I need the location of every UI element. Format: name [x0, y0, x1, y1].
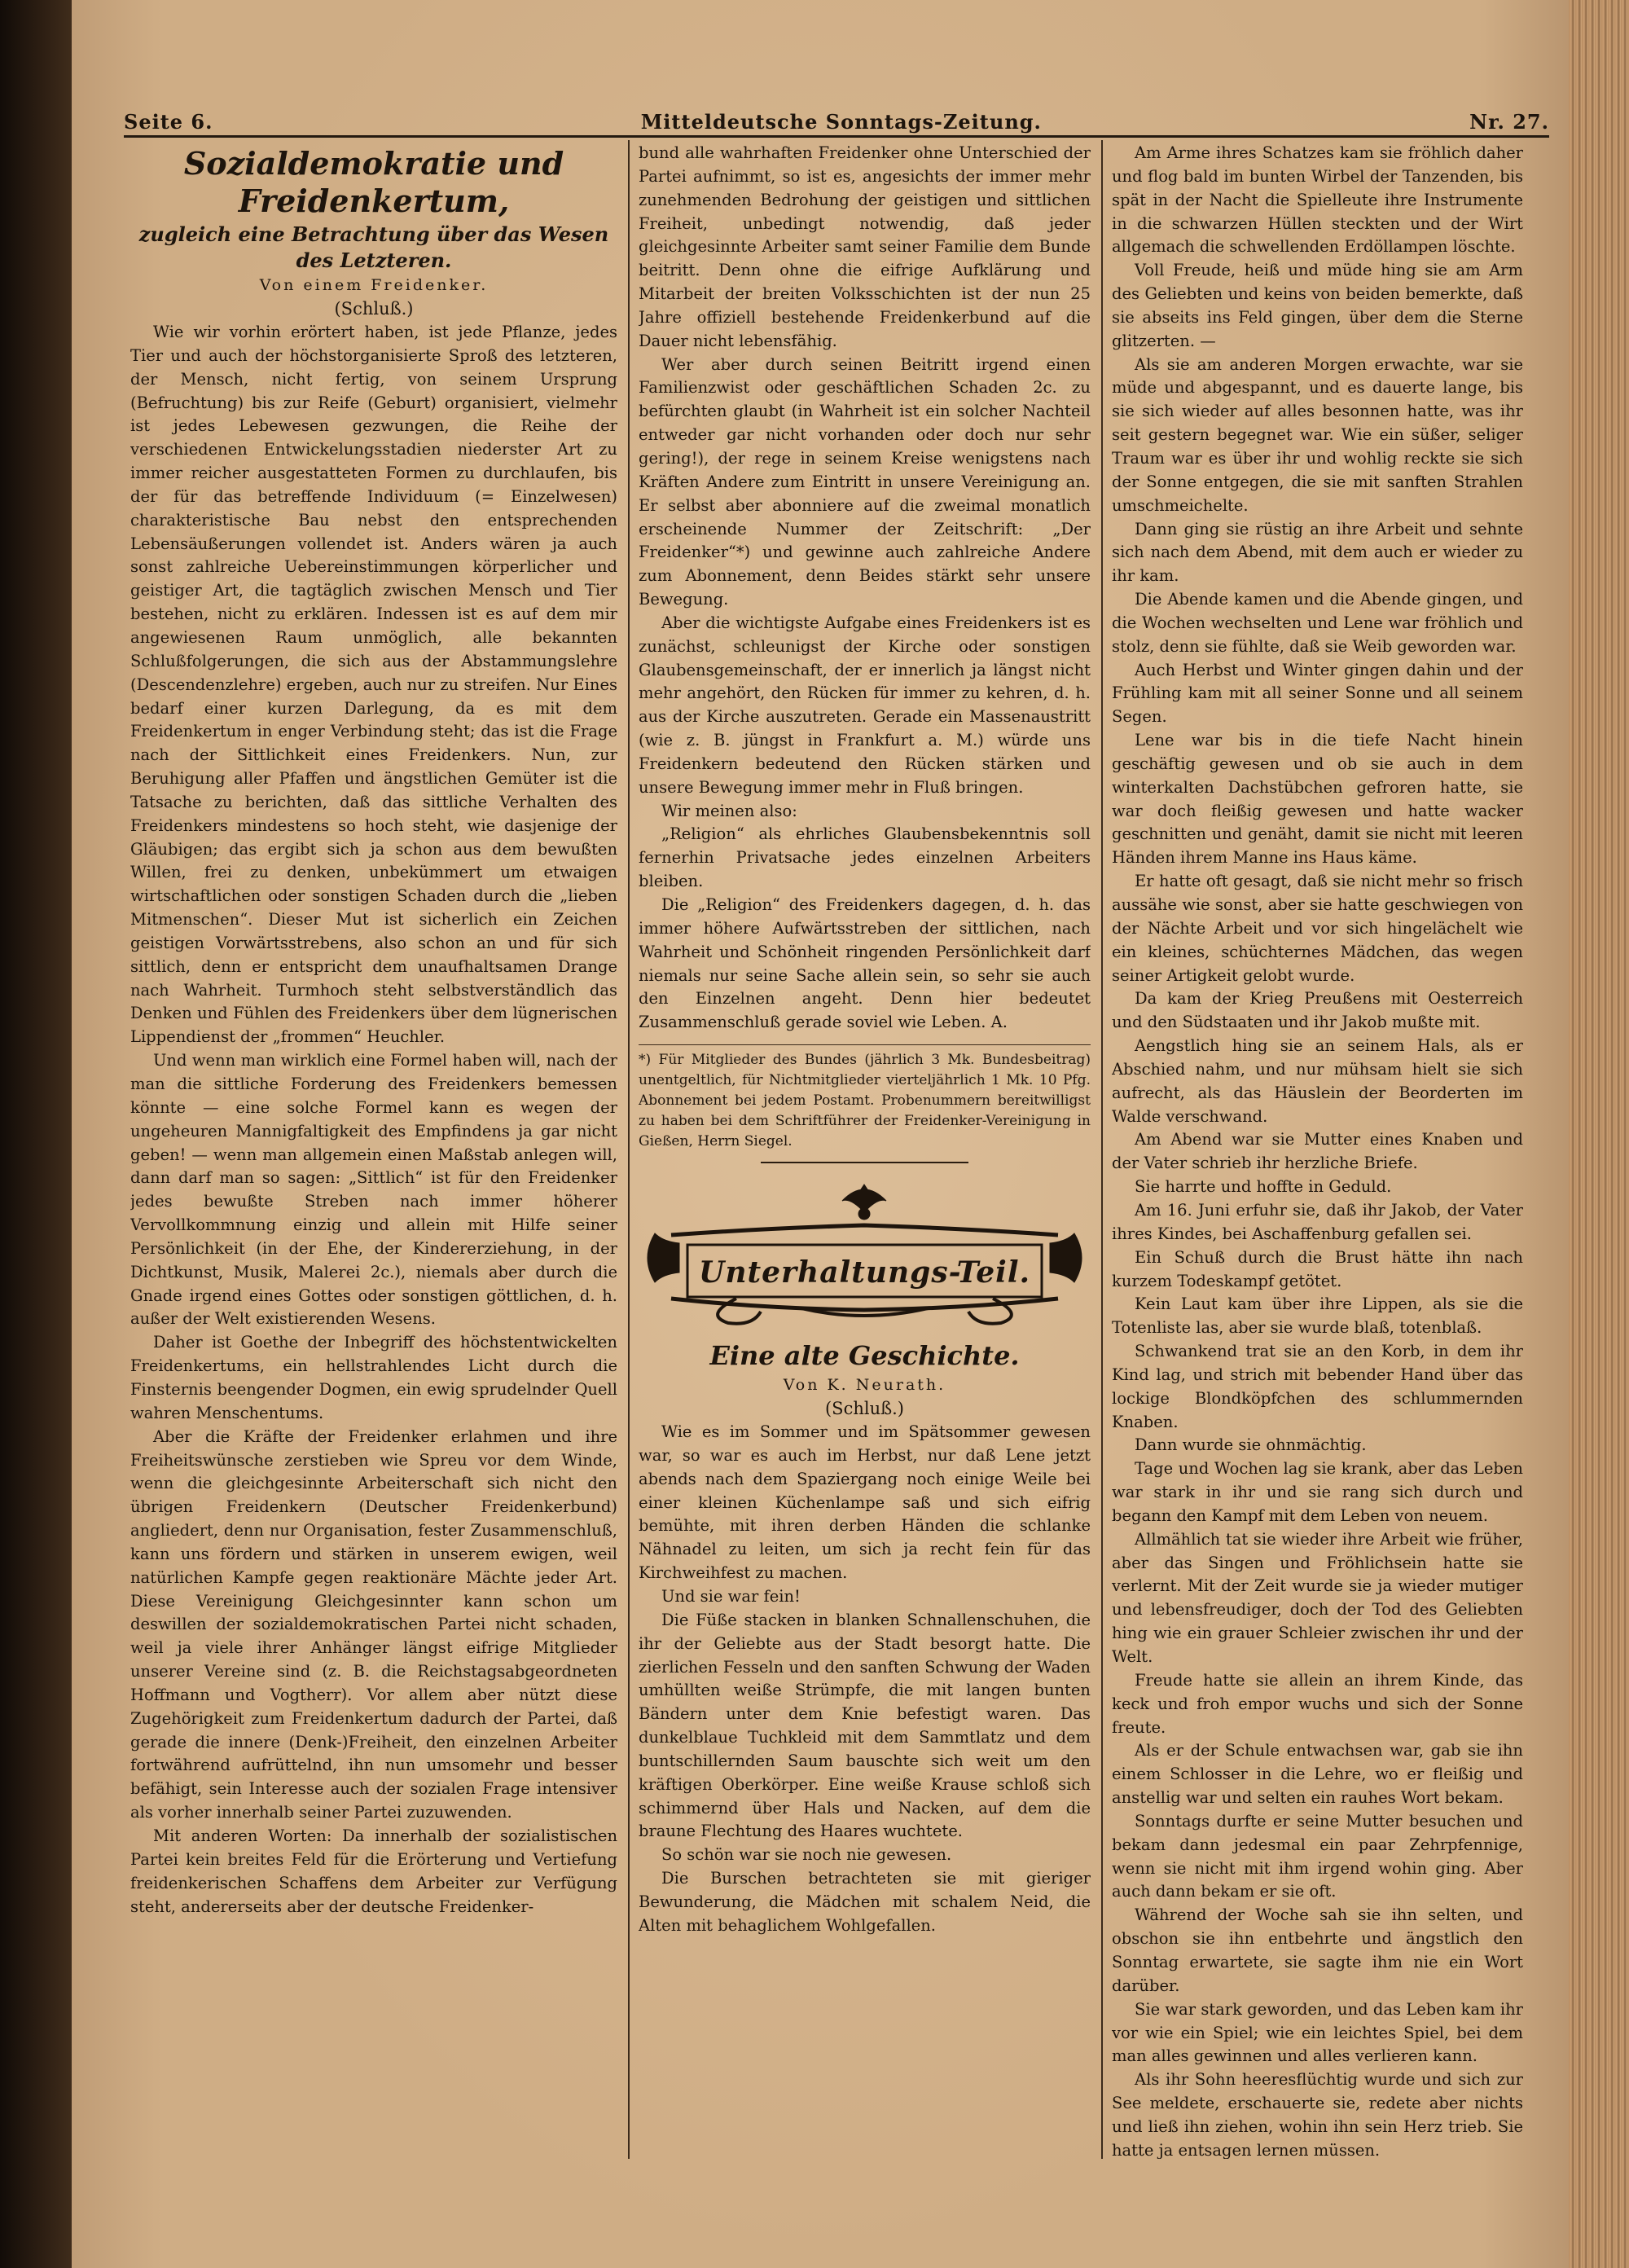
article-paragraph: Wir meinen also:: [661, 801, 797, 820]
section-divider: [761, 1162, 968, 1163]
story-paragraph: Die Abende kamen und die Abende gingen, und die Wochen wechselten und Lene war fröhlich und stolz, denn sie fühlte, daß sie Weib geworden war.: [1112, 590, 1523, 656]
story-paragraph: Am Abend war sie Mutter eines Knaben und der Vater schrieb ihr herzliche Briefe.: [1112, 1130, 1523, 1173]
article-paragraph: Aber die wichtigste Aufgabe eines Freidenkers ist es zunächst, schleunigst der Kirche oder sonstigen Glaubensgemeinschaft, der er innerlich ja längst nicht mehr angehört, den Rücken für immer zu kehren, d. h. aus der Kirche auszutreten. Gerade ein Massenaustritt (wie z. B. jüngst in Frankfurt a. M.) würde uns Freidenkern bedeutend den Rücken stärken und unsere Bewegung immer mehr in Fluß bringen.: [639, 613, 1091, 797]
book-page-stack: [1569, 0, 1629, 2268]
story-paragraph: Wie es im Sommer und im Spätsommer gewesen war, so war es auch im Herbst, nur daß Lene jetzt abends nach dem Spaziergang noch einige Weile bei einer kleinen Küchenlampe saß und sich eifrig bemühte, mit ihren derben Händen die schlanke Nähnadel zu leiten, um sich ja recht fein für das Kirchweihfest zu machen.: [639, 1422, 1091, 1583]
running-header: [124, 108, 1549, 135]
article-paragraph: Und wenn man wirklich eine Formel haben will, nach der man die sittliche Forderung des Freidenkers bemessen könnte — eine solche Formel kann es wegen der ungeheuren Mannigfaltigkeit des Empfindens ja gar nicht geben! — wenn man allgemein einen Maßstab anlegen will, dann darf man so sagen: „Sittlich“ ist für den Freidenker jedes bewußte Streben nach immer höherer Vervollkommnung einzig und allein mit Hilfe seiner Persönlichkeit (in der Ehe, der Kindererziehung, in der Dichtkunst, Musik, Malerei 2c.), niemals aber durch die Gnade irgend eines Gottes oder sonstigen göttlichen, d. h. außer der Welt existierenden Wesens.: [130, 1051, 617, 1329]
story-paragraph: Während der Woche sah sie ihn selten, und obschon sie ihn entbehrte und ängstlich den Sonntag erwartete, sie sagte ihm nie ein Wort darüber.: [1112, 1905, 1523, 1995]
story-paragraph: Die Füße stacken in blanken Schnallenschuhen, die ihr der Geliebte aus der Stadt besorgt hatte. Die zierlichen Fesseln und den sanften Schwung der Waden umhüllten weiße Strümpfe, die mit langen bunten Bändern unter dem Knie befestigt waren. Das dunkelblaue Tuchkleid mit dem Sammtlatz und dem buntschillernden Saum bauschte sich weit um den kräftigen Oberkörper. Eine weiße Krause schloß sich schimmernd über Hals und Nacken, auf dem die braune Flechtung des Haares wuchtete.: [639, 1610, 1091, 1841]
article-subtitle: zugleich eine Betrachtung über das Wesen des Letzteren.: [138, 222, 609, 272]
section-banner-label: Unterhaltungs-Teil.: [698, 1255, 1031, 1290]
story-paragraph: Dann ging sie rüstig an ihre Arbeit und sehnte sich nach dem Abend, mit dem auch er wieder zu ihr kam.: [1112, 519, 1523, 586]
article-paragraph: „Religion“ als ehrliches Glaubensbekenntnis soll fernerhin Privatsache jedes einzelnen Arbeiters bleiben.: [639, 824, 1091, 891]
column-2: [639, 142, 1091, 2159]
article-paragraph: bund alle wahrhaften Freidenker ohne Unterschied der Partei aufnimmt, so ist es, angesichts der immer mehr zunehmenden Bedrohung der geistigen und sittlichen Freiheit, unbedingt notwendig, daß jeder gleichgesinnte Arbeiter samt seiner Familie dem Bunde beitritt. Denn ohne die eifrige Aufklärung und Mitarbeit der breiten Volksschichten ist der nun 25 Jahre offiziell bestehende Freidenkerbund auf die Dauer nicht lebensfähig.: [639, 143, 1091, 350]
story-paragraph: Die Burschen betrachteten sie mit gieriger Bewunderung, die Mädchen mit schalem Neid, die Alten mit behaglichem Wohlgefallen.: [639, 1869, 1091, 1935]
story-paragraph: Kein Laut kam über ihre Lippen, als sie die Totenliste las, aber sie wurde blaß, totenblaß.: [1112, 1294, 1523, 1338]
section-banner: [639, 1176, 1091, 1331]
article-paragraph: Wer aber durch seinen Beitritt irgend einen Familienzwist oder geschäftlichen Schaden 2c. zu befürchten glaubt (in Wahrheit ist ein solcher Nachteil entweder gar nicht vorhanden oder doch nur sehr gering!), der rege in seinem Kreise wenigstens nach Kräften Andere zum Eintritt in unsere Vereinigung an. Er selbst aber abonniere auf die zweimal monatlich erscheinende Nummer der Zeitschrift: „Der Freidenker“*) und gewinne auch zahlreiche Andere zum Abonnement, denn Beides stärkt sehr unsere Bewegung.: [639, 354, 1091, 609]
header-rule: [124, 135, 1549, 138]
story-paragraph: Da kam der Krieg Preußens mit Oesterreich und den Südstaaten und ihr Jakob mußte mit.: [1112, 989, 1523, 1032]
story-paragraph: Und sie war fein!: [661, 1586, 801, 1606]
story-paragraph: Als ihr Sohn heeresflüchtig wurde und sich zur See meldete, erschauerte sie, redete aber nichts und ließ ihn ziehen, wohin ihn sein Herz trieb. Sie hatte ja entsagen lernen müssen.: [1112, 2070, 1523, 2159]
story-paragraph: Als er der Schule entwachsen war, gab sie ihn einem Schlosser in die Lehre, wo er fleißig und anstellig war und selten ein rauhes Wort bekam.: [1112, 1741, 1523, 1808]
story-paragraph: Sonntags durfte er seine Mutter besuchen und bekam dann jedesmal ein paar Zehrpfennige, wenn sie nicht mit ihm irgend wohin ging. Aber auch dann bekam er sie oft.: [1112, 1811, 1523, 1901]
story-paragraph: Tage und Wochen lag sie krank, aber das Leben war stark in ihr und sie rang sich durch und begann den Kampf mit dem Leben von neuem.: [1112, 1459, 1523, 1525]
story-paragraph: Schwankend trat sie an den Korb, in dem ihr Kind lag, und strich mit bebender Hand über das lockige Blondköpfchen des schlummernden Knaben.: [1112, 1342, 1523, 1431]
newspaper-title: Mitteldeutsche Sonntags-Zeitung.: [640, 109, 1042, 134]
article-paragraph: Daher ist Goethe der Inbegriff des höchstentwickelten Freidenkertums, ein hellstrahlendes Licht durch die Finsternis beengender Dogmen, ein ewig sprudelnder Quell wahren Menschentums.: [130, 1333, 617, 1422]
column-divider: [628, 140, 630, 2159]
story-paragraph: Er hatte oft gesagt, daß sie nicht mehr so frisch aussähe wie sonst, aber sie hatte geschwiegen von der Nächte Arbeit und vor sich hingelächelt wie ein kleines, schüchternes Mädchen, das wegen seiner Artigkeit gelobt wurde.: [1112, 872, 1523, 985]
story-byline: Von K. Neurath.: [783, 1376, 946, 1395]
story-paragraph: Am Arme ihres Schatzes kam sie fröhlich daher und flog bald im bunten Wirbel der Tanzenden, bis spät in der Nacht die Spielleute ihre Instrumente in die schwarzen Hüllen steckten und der Wirt allgemach die schwellenden Erdöllampen löschte.: [1112, 143, 1523, 257]
story-paragraph: Sie harrte und hoffte in Geduld.: [1135, 1177, 1392, 1197]
story-title: Eine alte Geschichte.: [709, 1340, 1020, 1372]
story-paragraph: Auch Herbst und Winter gingen dahin und der Frühling kam mit all seiner Sonne und all seinem Segen.: [1112, 660, 1523, 727]
story-continuation: (Schluß.): [824, 1399, 904, 1419]
article-footnote: *) Für Mitglieder des Bundes (jährlich 3 Mk. Bundesbeitrag) unentgeltlich, für Nichtmitglieder vierteljährlich 1 Mk. 10 Pfg. Abonnement bei jedem Postamt. Probenummern bereitwilligst zu haben bei dem Schriftführer der Freidenker-Vereinigung in Gießen, Herrn Siegel.: [639, 1044, 1091, 1152]
story-paragraph: Am 16. Juni erfuhr sie, daß ihr Jakob, der Vater ihres Kindes, bei Aschaffenburg gefallen sei.: [1112, 1200, 1523, 1243]
story-paragraph: Als sie am anderen Morgen erwachte, war sie müde und abgespannt, und es dauerte lange, bis sie sich wieder auf alles besonnen hatte, was ihr seit gestern begegnet war. Wie ein süßer, seliger Traum war es über ihr und wohlig reckte sie sich der Sonne entgegen, die sie mit sanften Strahlen umschmeichelte.: [1112, 354, 1523, 515]
article-paragraph: Mit anderen Worten: Da innerhalb der sozialistischen Partei kein breites Feld für die Erörterung und Vertiefung freidenkerischen Schaffens dem Arbeiter zur Verfügung steht, andererseits aber der deutsche Freidenker-: [130, 1826, 617, 1916]
story-paragraph: So schön war sie noch nie gewesen.: [661, 1845, 952, 1865]
story-paragraph: Ein Schuß durch die Brust hätte ihn nach kurzem Todeskampf getötet.: [1112, 1247, 1523, 1290]
article-paragraph: Wie wir vorhin erörtert haben, ist jede Pflanze, jedes Tier und auch der höchstorganisierte Sproß des letzteren, der Mensch, nicht fertig, von seinem Ursprung (Befruchtung) bis zur Reife (Geburt) organisiert, vielmehr ist jedes Lebewesen gezwungen, die Reihe der verschiedenen Entwickelungsstadien niederster Art zu immer reicher ausgestatteten Formen zu durchlaufen, bis der für das betreffende Individuum (= Einzelwesen) charakteristische Bau nebst den entsprechenden Lebensäußerungen vollendet ist. Anders wären ja auch sonst zahlreiche Uebereinstimmungen körperlicher und geistiger Art, die tagtäglich zwischen Mensch und Tier bestehen, nicht zu erklären. Indessen ist es auf dem mir angewiesenen Raum unmöglich, alle bekannten Schlußfolgerungen, die sich aus der Abstammungslehre (Descendenzlehre) ergeben, auch nur zu streifen. Nur Eines bedarf einer kurzen Darlegung, da es mit dem Freidenkertum in enger Verbindung steht; das ist die Frage nach der Sittlichkeit eines Freidenkers. Nun, zur Beruhigung aller Pfaffen und ängstlichen Gemüter ist die Tatsache zu berichten, daß das sittliche Verhalten des Freidenkers mindestens so hoch steht, wie dasjenige der Gläubigen; das ergibt sich ja schon aus dem bewußten Willen, frei zu denken, unbekümmert um etwaigen wirtschaftlichen oder sonstigen Schaden durch die „lieben Mitmenschen“. Dieser Mut ist sicherlich ein Zeichen geistigen Vorwärtsstrebens, also schon an und für sich sittlich, denn er entspricht dem unaufhaltsamen Drange nach Wahrheit. Turmhoch steht selbstverständlich das Denken und Fühlen des Freidenkers über dem lügnerischen Lippendienst der „frommen“ Heuchler.: [130, 323, 617, 1047]
article-continuation: (Schluß.): [334, 299, 414, 319]
article-title: Sozialdemokratie und Freidenkertum,: [183, 145, 564, 219]
story-paragraph: Voll Freude, heiß und müde hing sie am Arm des Geliebten und keins von beiden bemerkte, daß sie abseits ins Feld gingen, über dem die Sterne glitzerten. —: [1112, 261, 1523, 350]
column-divider: [1101, 140, 1103, 2159]
column-3: [1112, 142, 1523, 2159]
story-paragraph: Allmählich tat sie wieder ihre Arbeit wie früher, aber das Singen und Fröhlichsein hatte sie verlernt. Mit der Zeit wurde sie ja wieder mutiger und lebensfreudiger, doch der Tod des Geliebten hing wie ein grauer Schleier zwischen ihr und der Welt.: [1112, 1529, 1523, 1666]
issue-number: Nr. 27.: [1469, 109, 1549, 134]
page-number: Seite 6.: [124, 109, 213, 134]
article-byline: Von einem Freidenker.: [259, 276, 489, 294]
book-binding-edge: [0, 0, 72, 2268]
story-paragraph: Freude hatte sie allein an ihrem Kinde, das keck und froh empor wuchs und sich der Sonne freute.: [1112, 1670, 1523, 1737]
story-paragraph: Lene war bis in die tiefe Nacht hinein geschäftig gewesen und ob sie auch in dem winterkalten Dachstübchen gefroren hatte, sie war doch fleißig gewesen und hatte wacker geschnitten und genäht, damit sie nicht mit leeren Händen ihrem Manne ins Haus käme.: [1112, 731, 1523, 868]
story-paragraph: Dann wurde sie ohnmächtig.: [1135, 1435, 1367, 1455]
article-paragraph: Aber die Kräfte der Freidenker erlahmen und ihre Freiheitswünsche zerstieben wie Spreu vor dem Winde, wenn die gleichgesinnte Arbeiterschaft sich nicht den übrigen Freidenkern (Deutscher Freidenkerbund) angliedert, denn nur Organisation, fester Zusammenschluß, kann uns fördern und stärken in unserem ewigen, weil natürlichen Kampfe gegen reaktionäre Mächte jeder Art. Diese Vereinigung Gleichgesinnter kann schon um deswillen der sozialdemokratischen Partei nicht schaden, weil ja viele ihrer Anhänger längst eifrige Mitglieder unserer Vereine sind (z. B. die Reichstagsabgeordneten Hoffmann und Vogtherr). Vor allem aber nützt diese Zugehörigkeit zum Freidenkertum dadurch der Partei, daß gerade die innere (Denk-)Freiheit, den einzelnen Arbeiter fortwährend aufrüttelnd, ihn nun umsomehr und besser befähigt, sein Interesse auch der sozialen Frage intensiver als vorher innerhalb seiner Partei zuzuwenden.: [130, 1426, 617, 1822]
story-paragraph: Sie war stark geworden, und das Leben kam ihr vor wie ein Spiel; wie ein leichtes Spiel, bei dem man alles gewinnen und alles verlieren kann.: [1112, 1999, 1523, 2066]
column-1: [130, 142, 617, 2159]
article-paragraph: Die „Religion“ des Freidenkers dagegen, d. h. das immer höhere Aufwärtsstreben der sittlichen, nach Wahrheit und Schönheit ringenden Persönlichkeit darf niemals nur seine Sache allein sein, so sehr sie auch den Einzelnen angeht. Denn hier bedeutet Zusammenschluß gerade soviel wie Leben. A.: [639, 895, 1091, 1032]
story-paragraph: Aengstlich hing sie an seinem Hals, als er Abschied nahm, und nur mühsam hielt sie sich aufrecht, als das Häuslein der Beorderten im Walde verschwand.: [1112, 1036, 1523, 1126]
